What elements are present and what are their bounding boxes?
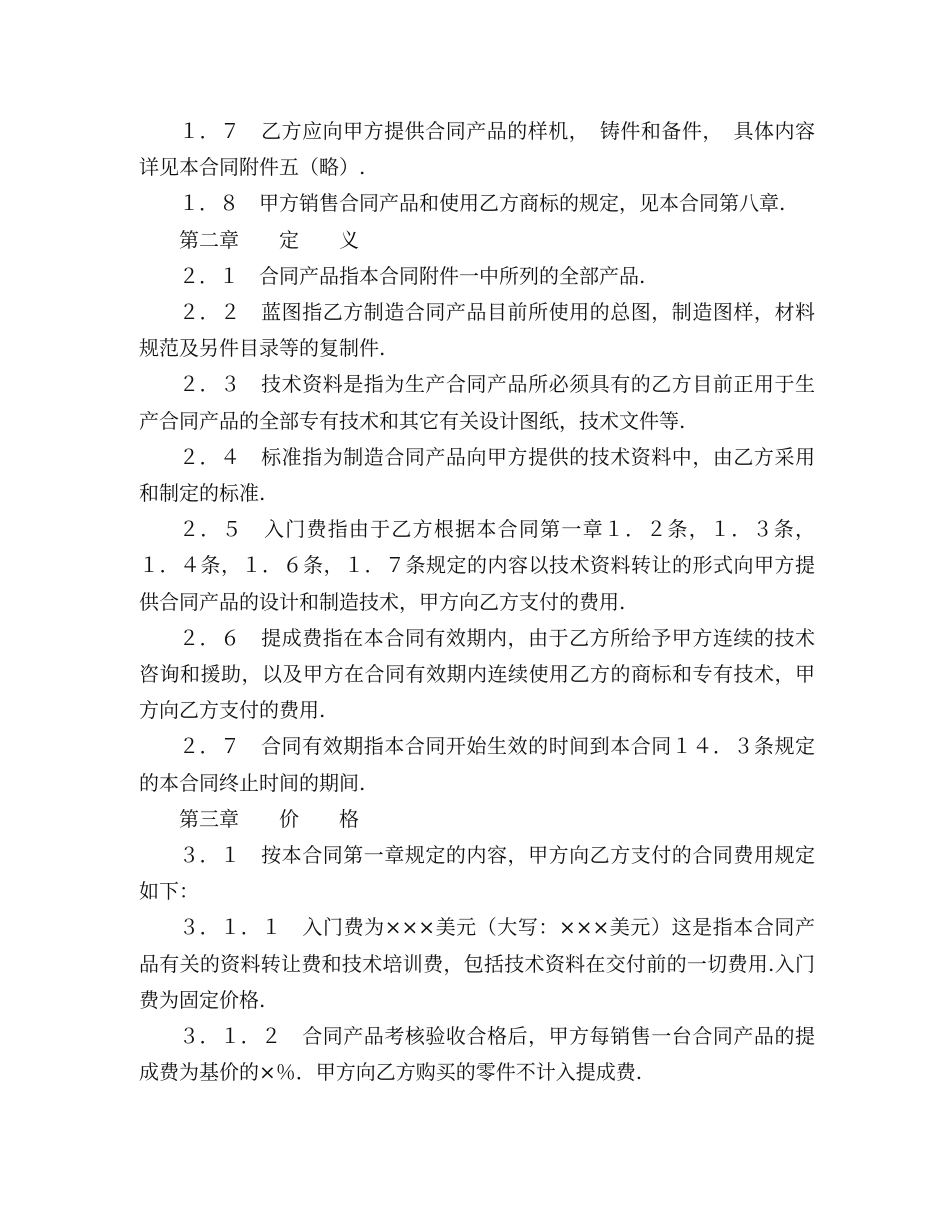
document-body xyxy=(139,113,815,1090)
clause-2-1: ２．１ 合同产品指本合同附件一中所列的全部产品. xyxy=(179,263,646,288)
clause-2-5: ２．５ 入门费指由于乙方根据本合同第一章１．２条，１．３条，１．４条，１．６条，１．７条规定的内容以技术资料转让的形式向甲方提供合同产品的设计和制造技术，甲方向乙方支付的费用. xyxy=(139,517,815,614)
clause-3-1-1: ３．１．１ 入门费为×××美元（大写：×××美元）这是指本合同产品有关的资料转让费和技术培训费，包括技术资料在交付前的一切费用.入门费为固定价格. xyxy=(139,915,815,1012)
chapter-2-heading: 第二章 定 义 xyxy=(179,227,359,252)
clause-1-7: １．７ 乙方应向甲方提供合同产品的样机， 铸件和备件， 具体内容详见本合同附件五（略）. xyxy=(139,119,815,180)
clause-2-6: ２．６ 提成费指在本合同有效期内，由于乙方所给予甲方连续的技术咨询和援助，以及甲方在合同有效期内连续使用乙方的商标和专有技术，甲方向乙方支付的费用. xyxy=(139,625,815,723)
clause-2-4: ２．４ 标准指为制造合同产品向甲方提供的技术资料中，由乙方采用和制定的标准. xyxy=(139,444,815,506)
clause-2-3: ２．３ 技术资料是指为生产合同产品所必须具有的乙方目前正用于生产合同产品的全部专有技术和其它有关设计图纸，技术文件等. xyxy=(139,372,815,433)
chapter-3-heading: 第三章 价 格 xyxy=(179,806,359,831)
clause-2-7: ２．７ 合同有效期指本合同开始生效的时间到本合同１４．３条规定的本合同终止时间的期间. xyxy=(139,734,815,795)
clause-3-1-2: ３．１．２ 合同产品考核验收合格后，甲方每销售一台合同产品的提成费为基价的×％．甲方向乙方购买的零件不计入提成费. xyxy=(139,1024,815,1085)
clause-1-8: １．８ 甲方销售合同产品和使用乙方商标的规定，见本合同第八章. xyxy=(179,191,786,216)
clause-2-2: ２．２ 蓝图指乙方制造合同产品目前所使用的总图，制造图样，材料规范及另件目录等的复制件. xyxy=(139,300,815,361)
clause-3-1: ３．１ 按本合同第一章规定的内容，甲方向乙方支付的合同费用规定如下： xyxy=(139,843,815,904)
